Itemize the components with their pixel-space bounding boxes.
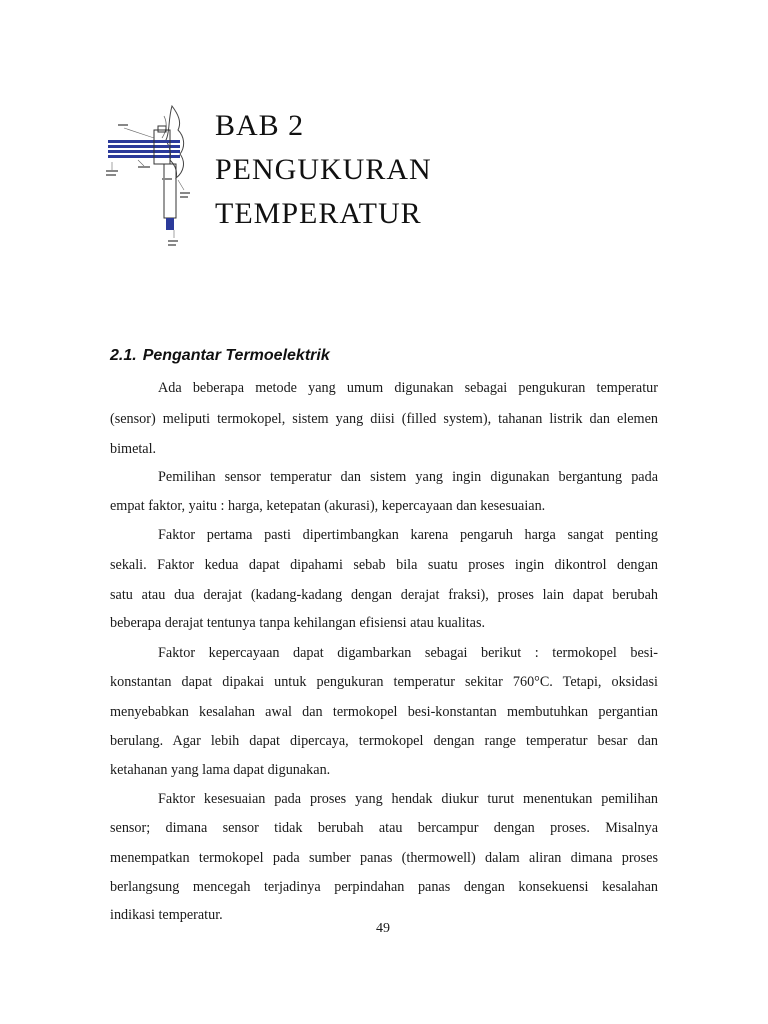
- body-line: Faktor kepercayaan dapat digambarkan sebagai berikut : termokopel besi-: [158, 645, 658, 661]
- body-line: empat faktor, yaitu : harga, ketepatan (akurasi), kepercayaan dan kesesuaian.: [110, 498, 546, 514]
- chapter-title-line-2: TEMPERATUR: [215, 197, 422, 230]
- body-line: Faktor kesesuaian pada proses yang hendak diukur turut menentukan pemilihan: [158, 791, 658, 807]
- body-line: ketahanan yang lama dapat digunakan.: [110, 762, 331, 778]
- body-line: berlangsung mencegah terjadinya perpindahan panas dengan konsekuensi kesalahan: [110, 879, 658, 895]
- body-line: satu atau dua derajat (kadang-kadang dengan derajat fraksi), proses lain dapat berubah: [110, 587, 658, 603]
- chapter-label: BAB 2: [215, 109, 305, 142]
- body-line: (sensor) meliputi termokopel, sistem yang diisi (filled system), tahanan listrik dan elemen: [110, 411, 658, 427]
- body-line: berulang. Agar lebih dapat dipercaya, termokopel dengan range temperatur besar dan: [110, 733, 658, 749]
- body-line: bimetal.: [110, 441, 157, 457]
- section-number: 2.1.: [110, 347, 137, 364]
- body-line: Ada beberapa metode yang umum digunakan sebagai pengukuran temperatur: [158, 380, 658, 396]
- body-line: menyebabkan kesalahan awal dan termokopel besi-konstantan membutuhkan pergantian: [110, 704, 658, 720]
- body-line: Faktor pertama pasti dipertimbangkan karena pengaruh harga sangat penting: [158, 527, 658, 543]
- thermocouple-diagram-icon: [104, 100, 194, 250]
- page-number: 49: [376, 921, 390, 936]
- chapter-title-line-1: PENGUKURAN: [215, 153, 432, 186]
- body-line: indikasi temperatur.: [110, 907, 223, 923]
- body-line: konstantan dapat dipakai untuk pengukuran temperatur sekitar 760°C. Tetapi, oksidasi: [110, 674, 658, 690]
- body-line: beberapa derajat tentunya tanpa kehilangan efisiensi atau kualitas.: [110, 615, 486, 631]
- section-title: Pengantar Termoelektrik: [142, 347, 330, 364]
- body-line: sekali. Faktor kedua dapat dipahami sebab bila suatu proses ingin dikontrol dengan: [110, 557, 658, 573]
- chapter-title: [215, 104, 432, 236]
- body-line: menempatkan termokopel pada sumber panas (thermowell) dalam aliran dimana proses: [110, 850, 658, 866]
- body-line: Pemilihan sensor temperatur dan sistem yang ingin digunakan bergantung pada: [158, 469, 658, 485]
- section-heading: [110, 347, 330, 365]
- body-line: sensor; dimana sensor tidak berubah atau bercampur dengan proses. Misalnya: [110, 820, 658, 836]
